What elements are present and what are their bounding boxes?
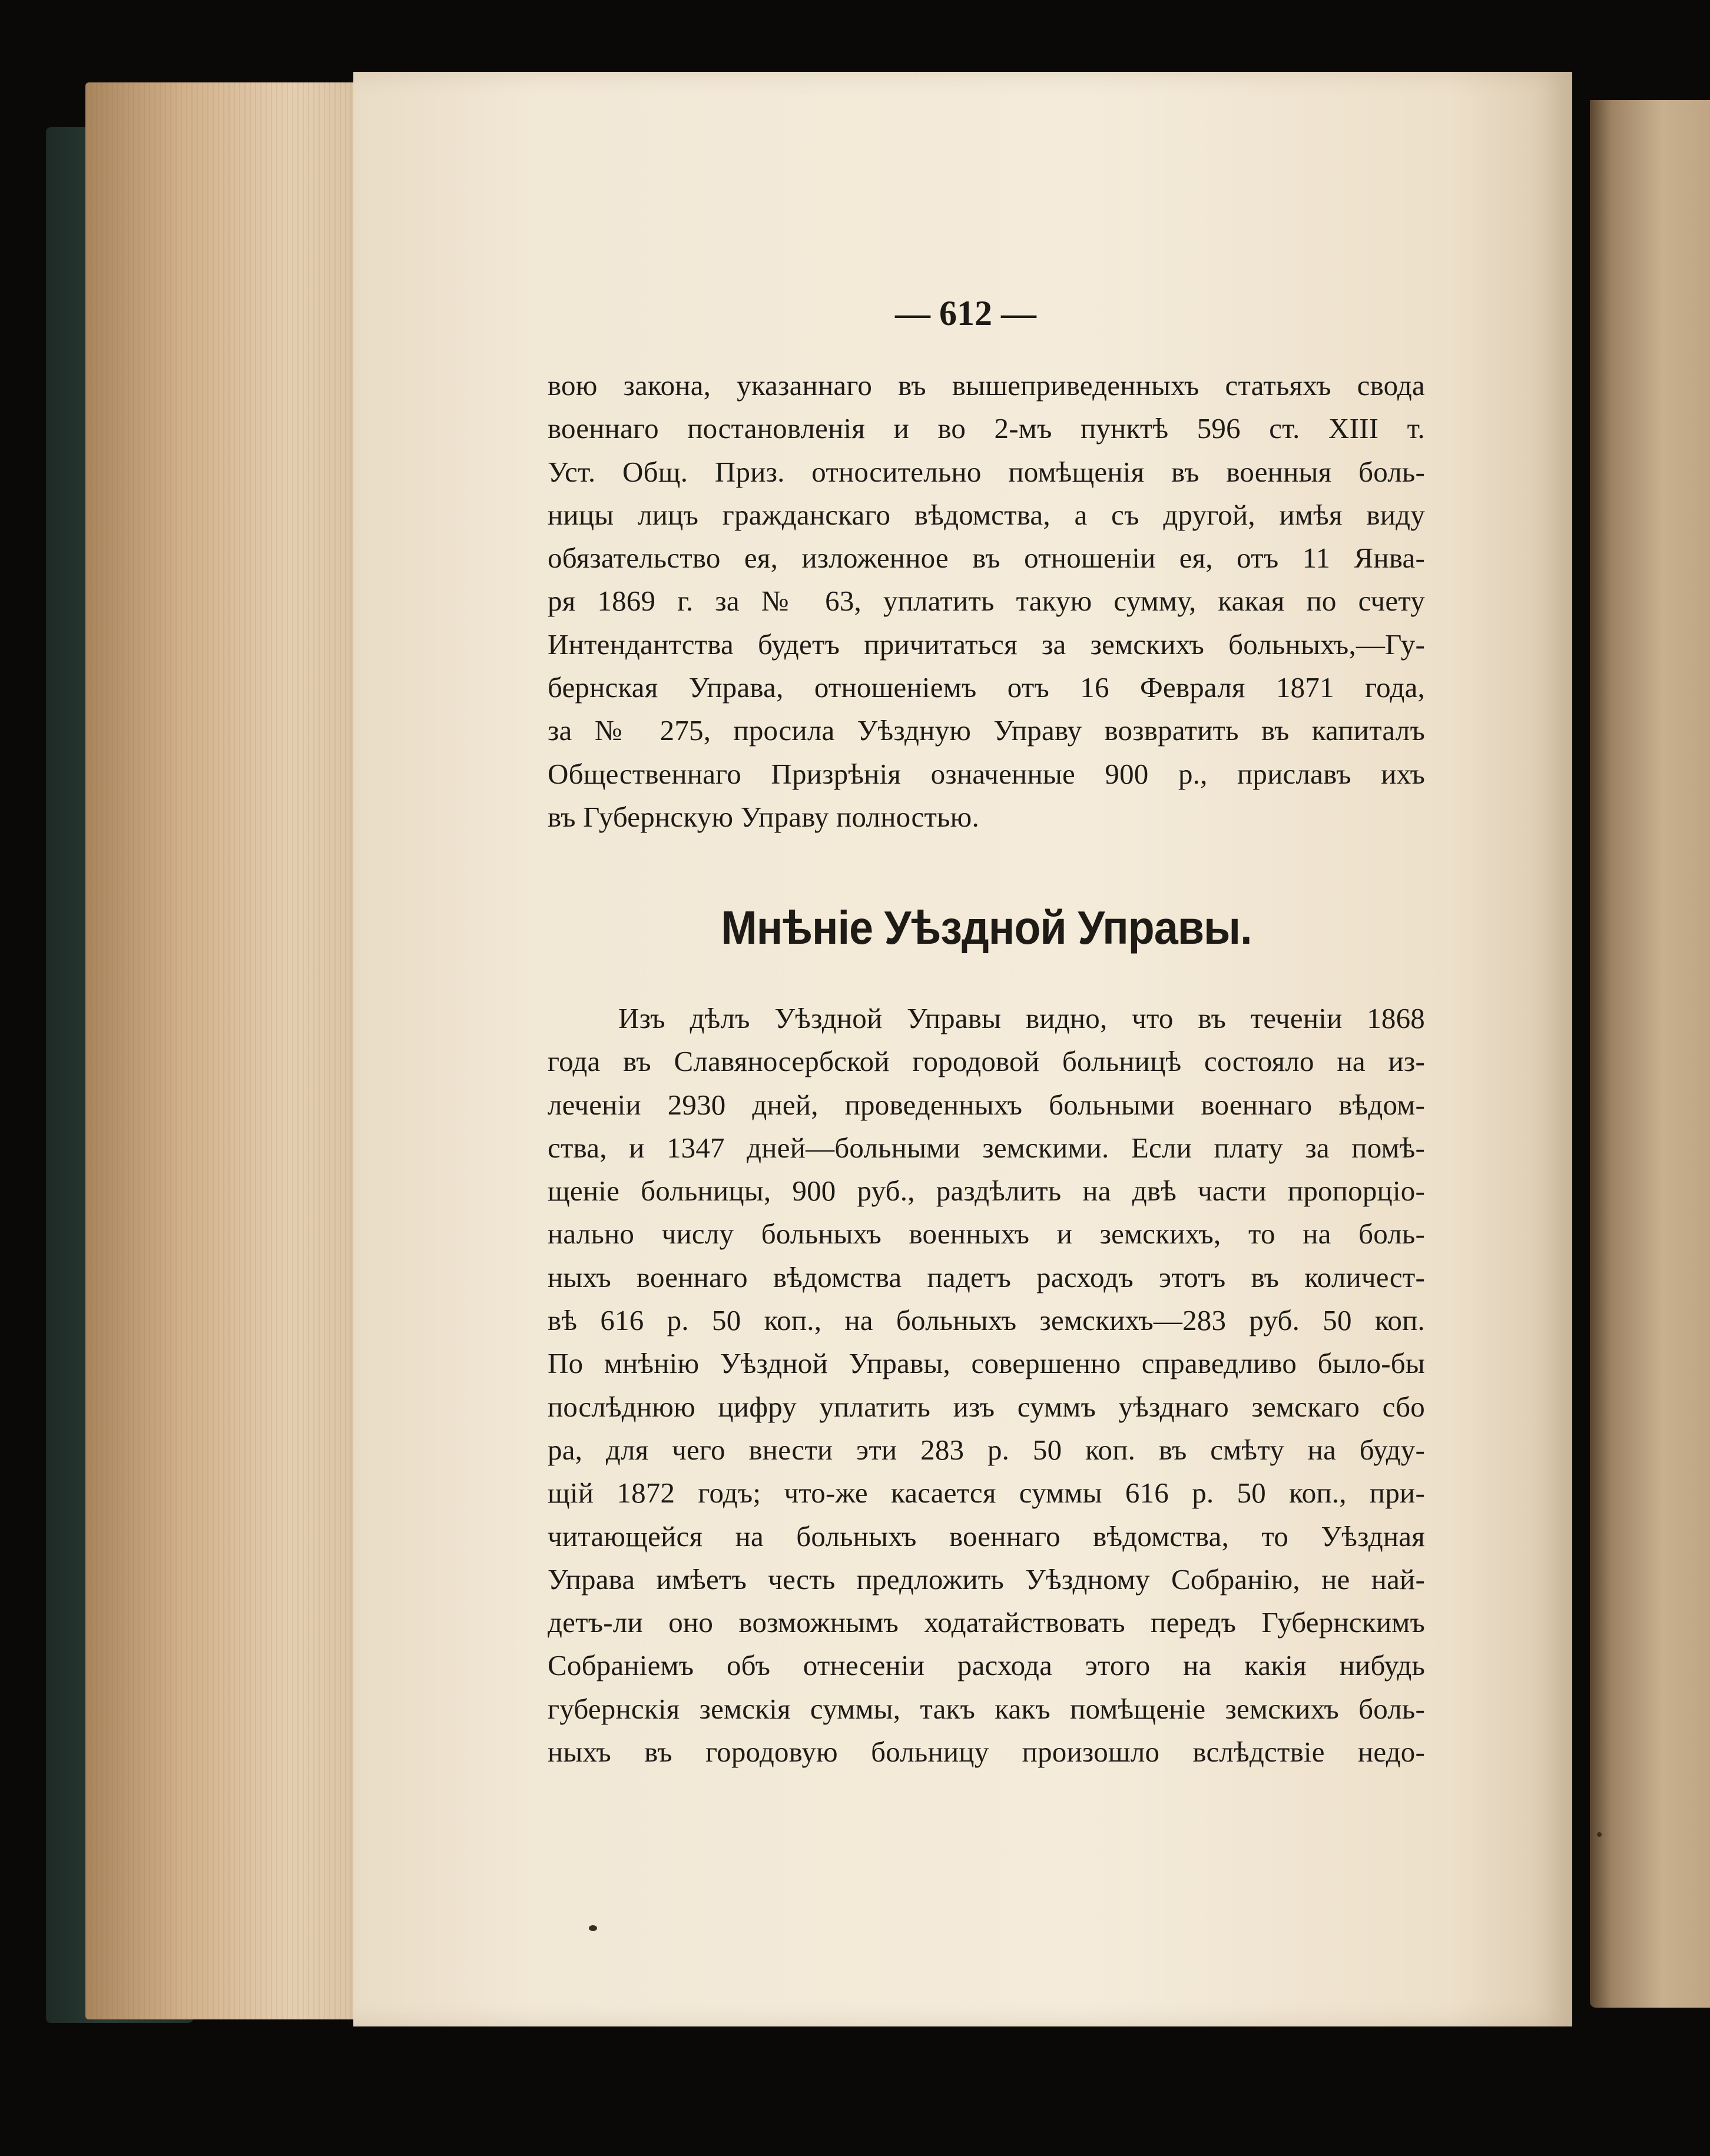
text-line: Уст. Общ. Приз. относительно помѣщенія въ военныя боль-	[548, 455, 1425, 488]
page-number: — 612 —	[895, 294, 1036, 333]
text-line: По мнѣнію Уѣздной Управы, совершенно справедливо было-бы	[548, 1347, 1425, 1380]
section-heading: Мнѣніе Уѣздной Управы.	[721, 901, 1252, 954]
text-line: Управа имѣетъ честь предложить Уѣздному Собранію, не най-	[548, 1563, 1425, 1596]
text-line: за № 275, просила Уѣздную Управу возвратить въ капиталъ	[548, 714, 1425, 747]
paragraph-1	[548, 364, 1425, 838]
text-line: въ Губернскую Управу полностью.	[548, 800, 979, 833]
text-line: леченіи 2930 дней, проведенныхъ больными военнаго вѣдом-	[548, 1088, 1425, 1121]
text-line: нально числу больныхъ военныхъ и земскихъ, то на боль-	[548, 1218, 1425, 1251]
text-line: вѣ 616 р. 50 коп., на больныхъ земскихъ—283 руб. 50 коп.	[548, 1304, 1425, 1337]
text-line: щеніе больницы, 900 руб., раздѣлить на двѣ части пропорціо-	[548, 1175, 1425, 1208]
text-line: губернскія земскія суммы, такъ какъ помѣщеніе земскихъ боль-	[548, 1692, 1425, 1725]
text-line: послѣднюю цифру уплатить изъ суммъ уѣзднаго земскаго сбо	[548, 1390, 1425, 1423]
text-line: военнаго постановленія и во 2-мъ пунктѣ 596 ст. XIII т.	[548, 412, 1425, 445]
text-line: бернская Управа, отношеніемъ отъ 16 Февраля 1871 года,	[548, 671, 1425, 704]
text-line: Общественнаго Призрѣнія означенные 900 р., приславъ ихъ	[548, 757, 1425, 790]
text-line: ства, и 1347 дней—больными земскими. Если плату за помѣ-	[548, 1131, 1425, 1164]
text-line: Собраніемъ объ отнесеніи расхода этого на какія нибудь	[548, 1649, 1425, 1682]
text-line: ницы лицъ гражданскаго вѣдомства, а съ другой, имѣя виду	[548, 498, 1425, 531]
text-line: года въ Славяносербской городовой больницѣ состояло на из-	[548, 1045, 1425, 1078]
paper-speck	[589, 1925, 597, 1931]
paragraph-2	[548, 997, 1425, 1773]
text-line: ныхъ военнаго вѣдомства падетъ расходъ этотъ въ количест-	[548, 1261, 1425, 1293]
text-line: детъ-ли оно возможнымъ ходатайствовать передъ Губернскимъ	[548, 1606, 1425, 1639]
facing-page	[1590, 100, 1710, 2008]
text-line: читающейся на больныхъ военнаго вѣдомства, то Уѣздная	[548, 1520, 1425, 1553]
text-line: Изъ дѣлъ Уѣздной Управы видно, что въ теченіи 1868	[618, 1002, 1425, 1034]
text-line: вою закона, указаннаго въ вышеприведенныхъ статьяхъ свода	[548, 369, 1425, 402]
text-line: ря 1869 г. за № 63, уплатить такую сумму, какая по счету	[548, 585, 1425, 618]
text-line: Интендантства будетъ причитаться за земскихъ больныхъ,—Гу-	[548, 628, 1425, 661]
text-line: обязательство ея, изложенное въ отношеніи ея, отъ 11 Янва-	[548, 542, 1425, 575]
text-line: щій 1872 годъ; что-же касается суммы 616 р. 50 коп., при-	[548, 1477, 1425, 1510]
paper-speck	[1597, 1832, 1602, 1837]
text-line: ра, для чего внести эти 283 р. 50 коп. въ смѣту на буду-	[548, 1433, 1425, 1466]
text-line: ныхъ въ городовую больницу произошло вслѣдствіе недо-	[548, 1736, 1425, 1769]
page-edges	[85, 82, 362, 2019]
